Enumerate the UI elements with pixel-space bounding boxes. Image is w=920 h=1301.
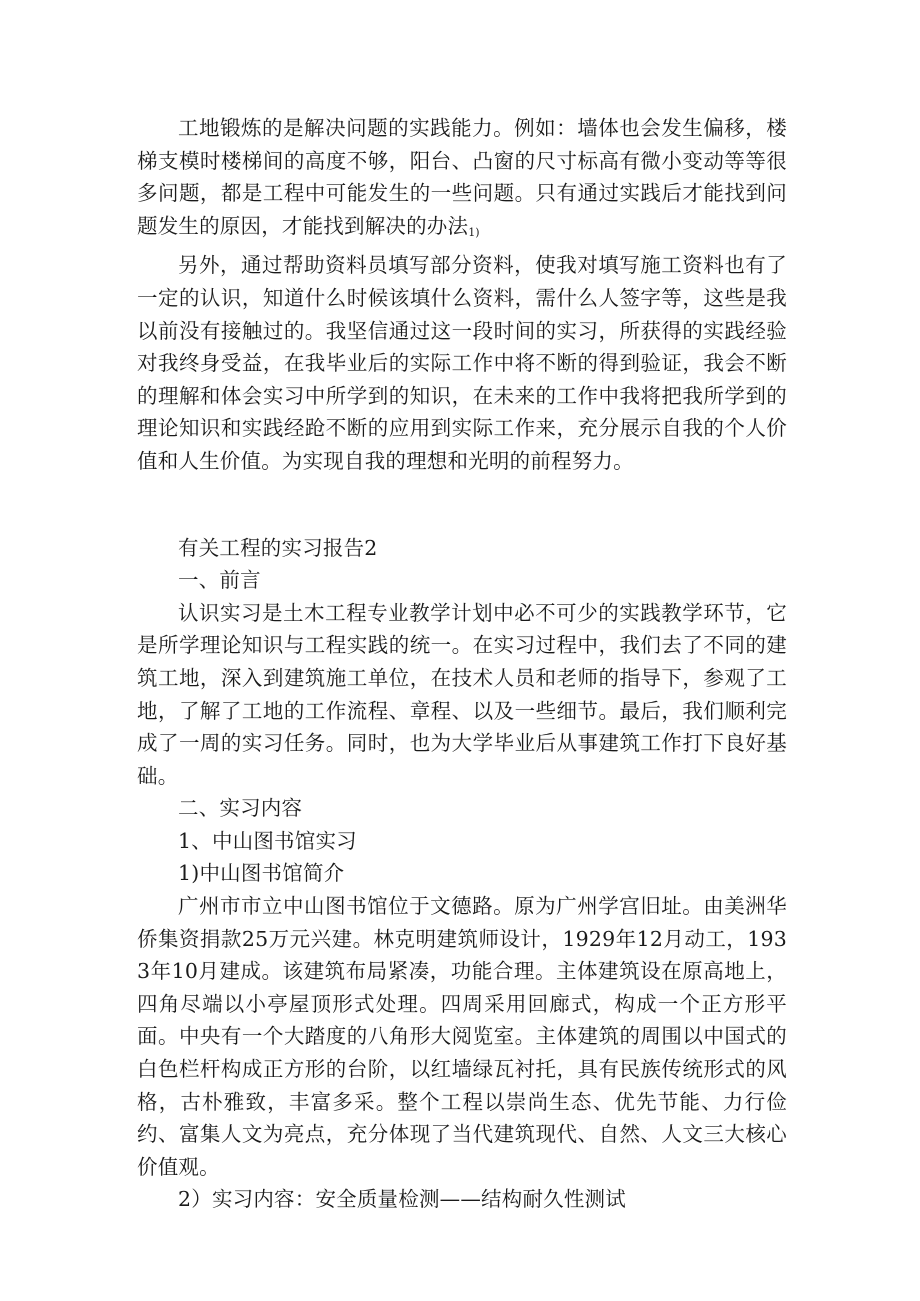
paragraph-practice-ability-text: 工地锻炼的是解决问题的实践能力。例如：墙体也会发生偏移，楼梯支模时楼梯间的高度不够，阳台、凸窗的尺寸标高有微小变动等等很多问题，都是工程中可能发生的一些问题。只有通过实践后才能找到问题发生的原因，才能找到解决的办法 — [137, 116, 787, 238]
heading-zhongshan-library: 1、中山图书馆实习 — [178, 828, 357, 853]
footnote-mark: 1) — [468, 225, 480, 239]
paragraph-practice-ability — [137, 112, 787, 249]
document-body — [137, 112, 787, 1216]
heading-preface: 一、前言 — [178, 568, 261, 593]
heading-internship-content: 二、实习内容 — [178, 796, 303, 821]
heading-safety-quality-inspection: 2）实习内容：安全质量检测——结构耐久性测试 — [178, 1187, 626, 1212]
report-title: 有关工程的实习报告2 — [178, 535, 378, 560]
section-gap — [137, 478, 787, 532]
paragraph-conclusion: 另外，通过帮助资料员填写部分资料，使我对填写施工资料也有了一定的认识，知道什么时候该填什么资料，需什么人签字等，这些是我以前没有接触过的。我坚信通过这一段时间的实习，所获得的实践经验对我终身受益，在我毕业后的实际工作中将不断的得到验证，我会不断的理解和体会实习中所学到的知识，在未来的工作中我将把我所学到的理论知识和实践经跄不断的应用到实际工作来，充分展示自我的个人价值和人生价值。为实现自我的理想和光明的前程努力。 — [137, 253, 787, 473]
paragraph-preface: 认识实习是土木工程专业教学计划中必不可少的实践教学环节，它是所学理论知识与工程实践的统一。在实习过程中，我们去了不同的建筑工地，深入到建筑施工单位，在技术人员和老师的指导下，参观了工地，了解了工地的工作流程、章程、以及一些细节。最后，我们顺利完成了一周的实习任务。同时，也为大学毕业后从事建筑工作打下良好基础。 — [137, 600, 787, 788]
heading-library-introduction: 1)中山图书馆简介 — [178, 861, 345, 886]
paragraph-library-description: 广州市市立中山图书馆位于文德路。原为广州学宫旧址。由美洲华侨集资捐款25万元兴建。林克明建筑师设计，1929年12月动工，1933年10月建成。该建筑布局紧凑，功能合理。主体建筑设在原高地上，四角尽端以小亭屋顶形式处理。四周采用回廊式，构成一个正方形平面。中央有一个大踏度的八角形大阅览室。主体建筑的周围以中国式的白色栏杆构成正方形的台阶，以红墙绿瓦衬托，具有民族传统形式的风格，古朴雅致，丰富多采。整个工程以崇尚生态、优先节能、力行俭约、富集人文为亮点，充分体现了当代建筑现代、自然、人文三大核心价值观。 — [137, 894, 787, 1179]
